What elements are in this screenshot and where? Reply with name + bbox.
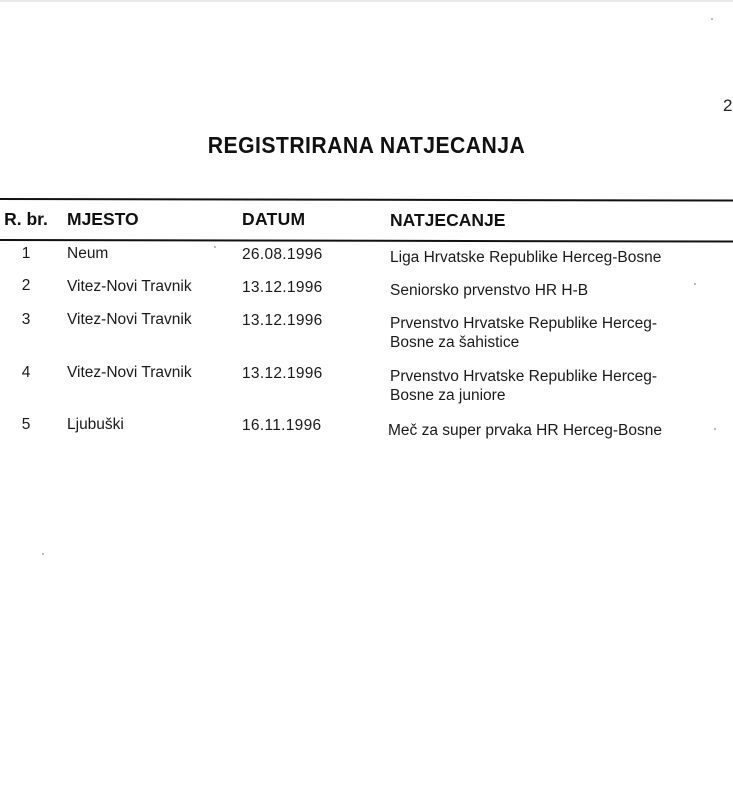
natjecanje-line: Meč za super prvaka HR Herceg-Bosne <box>388 422 662 439</box>
row-natjecanje <box>390 281 710 300</box>
scan-speck <box>42 553 44 555</box>
header-mjesto: MJESTO <box>67 209 139 229</box>
row-datum: 13.12.1996 <box>242 312 323 329</box>
row-datum: 13.12.1996 <box>242 279 323 296</box>
row-natjecanje <box>390 248 710 267</box>
scan-top-edge <box>0 0 733 2</box>
page-title: REGISTRIRANA NATJECANJA <box>207 132 526 158</box>
row-natjecanje <box>390 314 710 352</box>
row-number: 3 <box>21 311 31 328</box>
scan-speck <box>694 283 696 285</box>
row-natjecanje <box>388 421 708 440</box>
row-natjecanje <box>390 367 710 405</box>
page-number: 2 <box>723 96 733 115</box>
row-mjesto: Vitez-Novi Travnik <box>67 311 192 328</box>
row-number: 2 <box>21 277 31 294</box>
row-datum: 16.11.1996 <box>242 417 322 434</box>
natjecanje-line: Seniorsko prvenstvo HR H-B <box>390 282 589 299</box>
row-mjesto: Vitez-Novi Travnik <box>67 278 192 295</box>
table-top-rule <box>0 198 733 202</box>
row-mjesto: Neum <box>67 245 109 262</box>
row-datum: 13.12.1996 <box>242 365 323 382</box>
natjecanje-line: Prvenstvo Hrvatske Republike Herceg- <box>390 315 658 332</box>
row-mjesto: Ljubuški <box>67 416 124 433</box>
natjecanje-line: Bosne za šahistice <box>390 334 520 351</box>
scan-speck <box>214 246 216 248</box>
row-number: 5 <box>21 416 31 433</box>
header-natjecanje: NATJECANJE <box>390 210 506 230</box>
header-datum: DATUM <box>242 209 306 229</box>
header-rb: R. br. <box>4 209 48 229</box>
natjecanje-line: Prvenstvo Hrvatske Republike Herceg- <box>390 368 658 385</box>
row-number: 4 <box>21 364 31 381</box>
row-datum: 26.08.1996 <box>242 246 323 263</box>
table-header-rule <box>0 239 733 243</box>
row-mjesto: Vitez-Novi Travnik <box>67 364 192 381</box>
natjecanje-line: Liga Hrvatske Republike Herceg-Bosne <box>390 249 662 266</box>
scan-speck <box>711 18 713 20</box>
natjecanje-line: Bosne za juniore <box>390 387 506 404</box>
scan-speck <box>714 428 716 430</box>
row-number: 1 <box>21 245 31 262</box>
